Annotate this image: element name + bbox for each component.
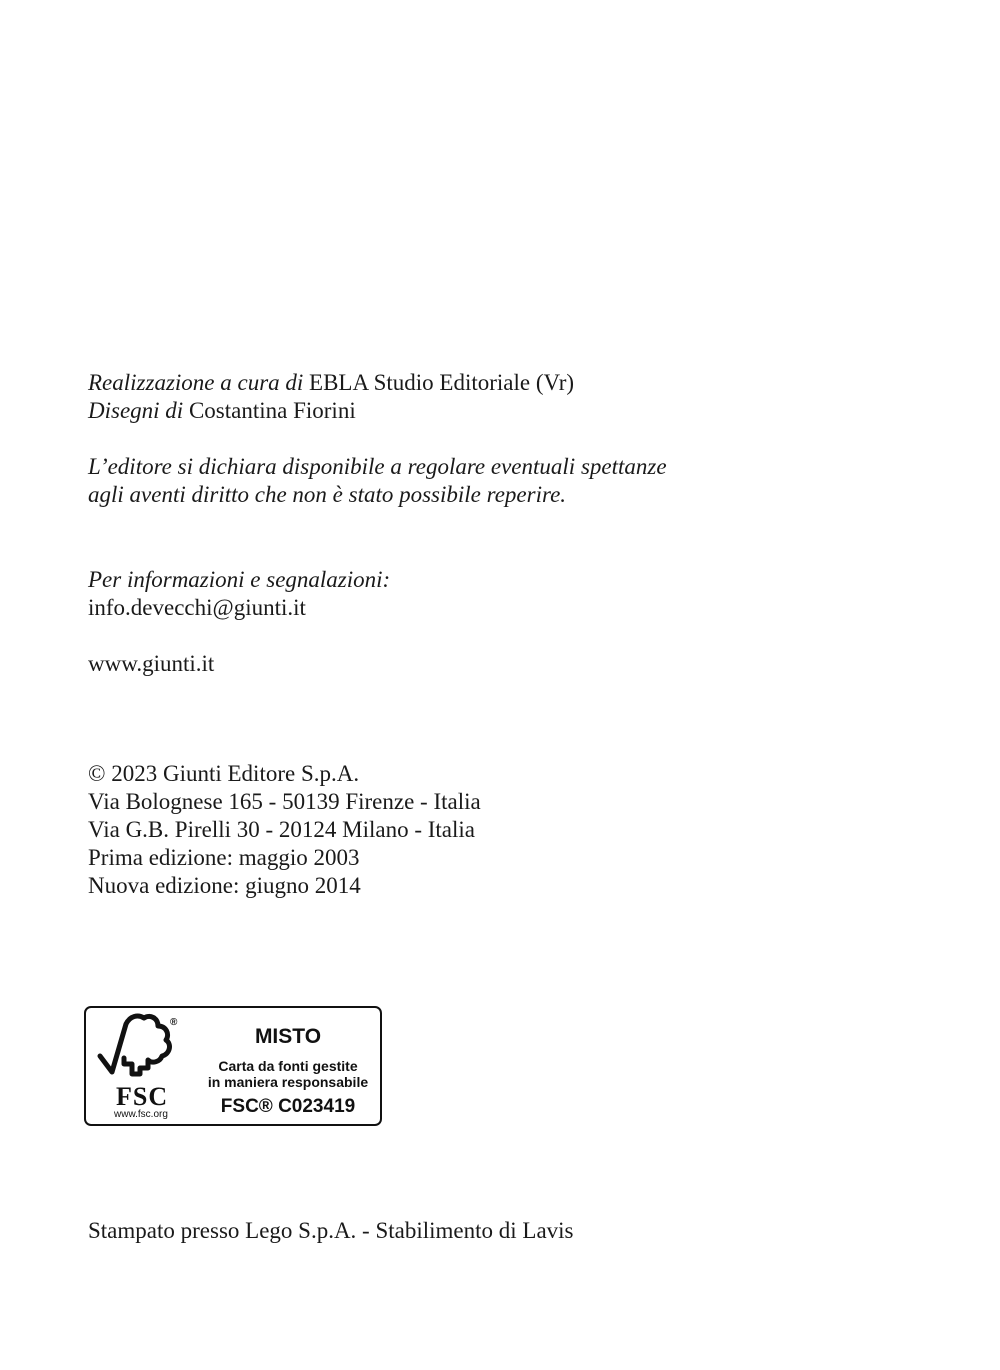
fsc-url: www.fsc.org (114, 1109, 168, 1120)
disclaimer-line-1: L’editore si dichiara disponibile a regolare eventuali spettanze (88, 454, 667, 479)
contact-label: Per informazioni e segnalazioni: (88, 567, 391, 592)
disclaimer-line-2: agli aventi diritto che non è stato possibile reperire. (88, 482, 567, 507)
drawings-credit (88, 397, 356, 425)
address-milano: Via G.B. Pirelli 30 - 20124 Milano - Italia (88, 817, 476, 842)
fsc-description-line-1: Carta da fonti gestite (218, 1058, 358, 1074)
fsc-title: MISTO (254, 1025, 322, 1048)
copyright: © 2023 Giunti Editore S.p.A. (88, 761, 360, 786)
fsc-description-line-2: in maniera responsabile (207, 1074, 369, 1090)
fsc-registered-mark: ® (170, 1017, 178, 1028)
drawings-credit-value: Costantina Fiorini (188, 398, 356, 423)
drawings-credit-prefix: Disegni di (88, 398, 184, 423)
fsc-description (194, 1058, 382, 1090)
address-firenze: Via Bolognese 165 - 50139 Firenze - Italia (88, 789, 481, 814)
fsc-logo-text: FSC (116, 1082, 169, 1111)
fsc-code: FSC® C023419 (220, 1096, 356, 1117)
production-credit-prefix: Realizzazione a cura di (88, 370, 304, 395)
fsc-tree-check-icon (92, 1012, 182, 1084)
new-edition: Nuova edizione: giugno 2014 (88, 873, 361, 898)
production-credit (88, 369, 574, 397)
first-edition: Prima edizione: maggio 2003 (88, 845, 360, 870)
website: www.giunti.it (88, 651, 215, 676)
contact-email: info.devecchi@giunti.it (88, 595, 306, 620)
printer-info: Stampato presso Lego S.p.A. - Stabilimento di Lavis (88, 1218, 574, 1243)
fsc-logo (92, 1012, 182, 1122)
fsc-label (84, 1006, 382, 1126)
production-credit-value: EBLA Studio Editoriale (Vr) (309, 370, 575, 395)
